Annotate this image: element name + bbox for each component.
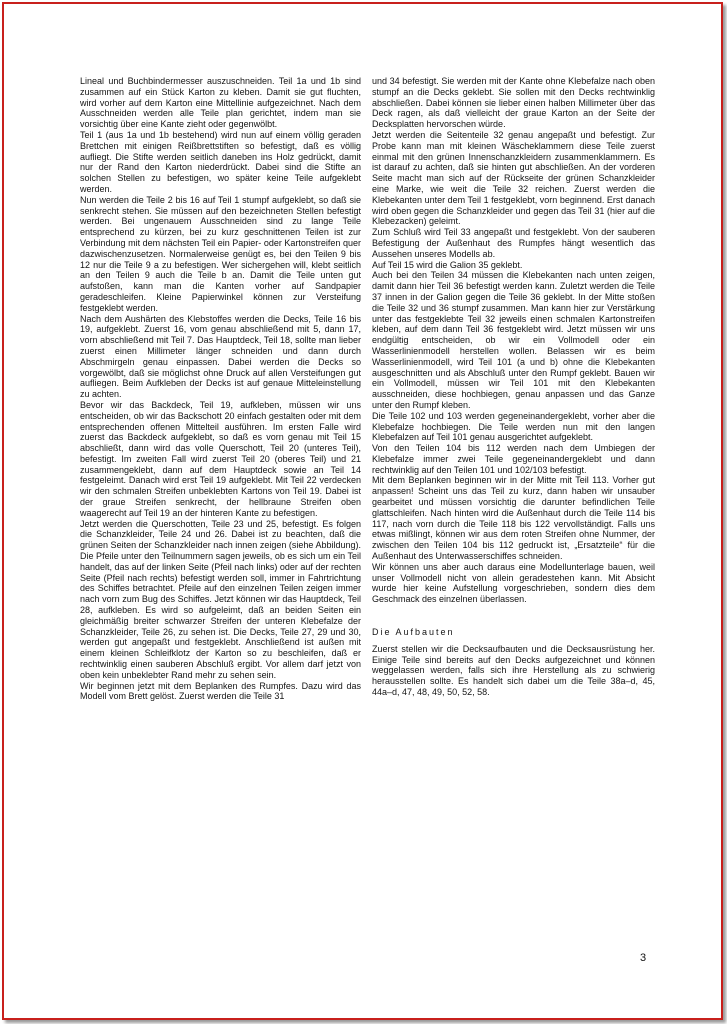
paragraph: Auch bei den Teilen 34 müssen die Klebekanten nach unten zeigen, damit dann hier Teil 36 befestigt werden kann. Zuletzt werden die Teile 37 innen in der Galion gegen die Teile 36 geklebt. In der Mitte stoßen die Teile 32 und 36 stumpf zusammen. Man kann hier zur Verstärkung unter das festgeklebte Teil 32 jeweils einen schmalen Kartonstreifen kleben, auf dem dann Teil 36 festgeklebt wird. Jetzt müssen wir uns endgültig entscheiden, ob wir ein Vollmodell oder ein Wasserlinienmodell herstellen wollen. Belassen wir es beim Wasserlinienmodell, wird Teil 101 (a und b) ohne die Klebekanten ausgeschnitten und als Abschluß unter den Rumpf geklebt. Bauen wir ein Vollmodell, müssen wir Teil 101 mit den Klebekanten ausschneiden, diese hochbiegen, genau anpassen und das Ganze unter den Rumpf kleben. — [372, 270, 655, 410]
paragraph: Jetzt werden die Querschotten, Teile 23 und 25, befestigt. Es folgen die Schanzkleider, Teile 24 und 26. Dabei ist zu beachten, daß die grünen Seiten der Schanzkleider nach innen zeigen (siehe Abbildung). Die Pfeile unter den Teilnummern sagen jeweils, ob es sich um ein Teil handelt, das auf der linken Seite (Pfeil nach links) oder auf der rechten Seite (Pfeil nach rechts) befestigt werden soll, immer in Fahrtrichtung des Schiffes betrachtet. Pfeile auf den einzelnen Teilen zeigen immer nach vorn zum Bug des Schiffes. Jetzt können wir das Hauptdeck, Teil 28, aufkleben. Es wird so aufgeleimt, daß an beiden Seiten ein gleichmäßig breiter schwarzer Streifen der unteren Klebefalze der Schanzkleider, Teile 26, zu sehen ist. Die Decks, Teile 27, 29 und 30, werden gut angepaßt und festgeklebt. Anschließend ist außen mit einem kleinen Schleifklotz der Karton so zu beschleifen, daß er rechtwinklig einen sauberen Abschluß ergibt. Vor allem darf jetzt von oben kein unbeklebter Rand mehr zu sehen sein. — [80, 518, 361, 680]
left-text-column — [80, 76, 361, 702]
section-heading: Die Aufbauten — [372, 627, 455, 638]
paragraph: Teil 1 (aus 1a und 1b bestehend) wird nun auf einem völlig geraden Brettchen mit einigen Reißbrettstiften so befestigt, daß es völlig aufliegt. Die Stifte werden seitlich daneben ins Holz gedrückt, damit nur der Rand den Karton niederdrückt. Dabei sind die Stifte an solchen Stellen zu befestigen, wo später keine Teile aufgeklebt werden. — [80, 129, 361, 194]
paragraph: Lineal und Buchbindermesser auszuschneiden. Teil 1a und 1b sind zusammen auf ein Stück Karton zu kleben. Damit sie gut fluchten, wird vorher auf dem Karton eine Mittellinie aufgezeichnet. Nach dem Ausschneiden werden alle Teile plan gerichtet, indem man sie vorsichtig über eine Kante zieht oder gegenwölbt. — [80, 76, 361, 130]
paragraph: Nach dem Aushärten des Klebstoffes werden die Decks, Teile 16 bis 19, aufgeklebt. Zuerst 16, vom genau abschließend mit 5, dann 17, vorn abschließend mit Teil 7. Das Hauptdeck, Teil 18, sollte man lieber zuerst einen Millimeter länger schneiden und dann durch Abschmirgeln genau einpassen. Dabei werden die Decks so vorgewölbt, daß sie möglichst ohne Druck auf allen Versteifungen gut aufliegen. Beim Aufkleben der Decks ist auf genaue Mitteleinstellung zu achten. — [80, 313, 361, 400]
paragraph: Auf Teil 15 wird die Galion 35 geklebt. — [372, 259, 523, 270]
section-paragraph: Zuerst stellen wir die Decksaufbauten und die Decksausrüstung her. Einige Teile sind bereits auf den Decks aufgezeichnet und können weggelassen werden, falls sich ihre Herstellung als zu schwierig herausstellen sollte. Es handelt sich dabei um die Teile 38a–d, 45, 44a–d, 47, 48, 49, 50, 52, 58. — [372, 643, 655, 698]
paragraph: Wir können uns aber auch daraus eine Modellunterlage bauen, weil unser Vollmodell nicht von allein geradestehen kann. Mit Absicht wurde hier keine Aufstellung vorgeschrieben, sondern dies dem Geschmack des einzelnen überlassen. — [372, 561, 655, 605]
paragraph: Zum Schluß wird Teil 33 angepaßt und festgeklebt. Von der sauberen Befestigung der Außenhaut des Rumpfes hängt wesentlich das Aussehen unseres Modells ab. — [372, 227, 655, 259]
right-text-column — [372, 76, 655, 698]
paragraph: Nun werden die Teile 2 bis 16 auf Teil 1 stumpf aufgeklebt, so daß sie senkrecht stehen. Sie müssen auf den bezeichneten Stellen befestigt werden. Bei ungenauem Ausschneiden sind zu lange Teile entsprechend zu kürzen, bei zu kurz geschnittenen Teilen ist zur Verbindung mit dem nächsten Teil ein Papier- oder Kartonstreifen quer dazwischenzusetzen. Normalerweise genügt es, bei den Teilen 9 bis 12 nur die Teile 9 a zu befestigen. Wer sichergehen will, klebt seitlich an den Teilen 9 auch die Teile b an. Damit die Teile unten gut aufstoßen, kann man die Kanten vorher auf Sandpapier geradeschleifen. Kleine Papierwinkel können zur Versteifung festgeklebt werden. — [80, 194, 361, 313]
paragraph: und 34 befestigt. Sie werden mit der Kante ohne Klebefalze nach oben stumpf an die Decks geklebt. Sie sollen mit den Decks rechtwinklig abschließen. Dabei können sie lieber einen halben Millimeter über das Deck ragen, als daß vielleicht der graue Karton an der Seite der Decksplatten hervorschen würde. — [372, 76, 655, 130]
paragraph: Mit dem Beplanken beginnen wir in der Mitte mit Teil 113. Vorher gut anpassen! Scheint uns das Teil zu kurz, dann haben wir unsauber gearbeitet und müssen vorsichtig die darunter befindlichen Teile glattschleifen. Nach hinten wird die Außenhaut durch die Teile 114 bis 117, nach vorn durch die Teile 118 bis 122 vervollständigt. Falls uns etwas mißlingt, können wir aus dem roten Streifen ohne Nummer, der zwischen den Teilen 104 bis 112 gedruckt ist, „Ersatzteile“ für die Außenhaut des Unterwasserschiffes schneiden. — [372, 475, 655, 562]
page-frame — [2, 2, 723, 1020]
paragraph: Von den Teilen 104 bis 112 werden nach dem Umbiegen der Klebefalze immer zwei Teile gegeneinandergeklebt und dann rechtwinklig auf den Teilen 101 und 102/103 befestigt. — [372, 443, 655, 475]
paragraph: Jetzt werden die Seitenteile 32 genau angepaßt und befestigt. Zur Probe kann man mit kleinen Wäscheklammern diese Teile zuerst einmal mit den grünen Innenschanzkleidern zusammenklammern. Es ist darauf zu achten, daß sie hinten gut abschließen. An der vorderen Seite macht man sich auf der Rückseite der grünen Schanzkleider eine Marke, wie weit die Teile 32 reichen. Zuerst werden die Klebekanten unter dem Teil 1 festgeklebt, vorn beginnend. Erst danach wird oben gegen die Schanzkleider und gegen das Teil 31 (hier auf die Klebezacken) geleimt. — [372, 129, 655, 227]
paragraph: Wir beginnen jetzt mit dem Beplanken des Rumpfes. Dazu wird das Modell vom Brett gelöst. Zuerst werden die Teile 31 — [80, 680, 361, 702]
paragraph: Die Teile 102 und 103 werden gegeneinandergeklebt, vorher aber die Klebefalze hochbiegen. Die Teile werden nun mit den langen Klebefalzen auf Teil 101 genau ausgerichtet aufgeklebt. — [372, 410, 655, 443]
paragraph: Bevor wir das Backdeck, Teil 19, aufkleben, müssen wir uns entscheiden, ob wir das Backschott 20 einfach gestalten oder mit dem entsprechenden offenen Mittelteil ausführen. Im ersten Falle wird zuerst das Backdeck aufgeklebt, so daß es vorn genau mit Teil 15 abschließt, dann wird das volle Querschott, Teil 20 (unteres Teil), befestigt. Im zweiten Fall wird zuerst Teil 20 (oberes Teil) und 21 zusammengeklebt, dann auf dem Hauptdeck sowie an Teil 14 festgeleimt. Danach wird erst Teil 19 aufgeklebt. Mit Teil 22 verdecken wir den schmalen Streifen unbeklebten Kartons von Teil 19. Dabei ist der graue Streifen senkrecht, der hellbraune Streifen oben waagerecht auf Teil 19 an der hinteren Kante zu befestigen. — [80, 399, 361, 518]
page-number: 3 — [640, 952, 647, 964]
